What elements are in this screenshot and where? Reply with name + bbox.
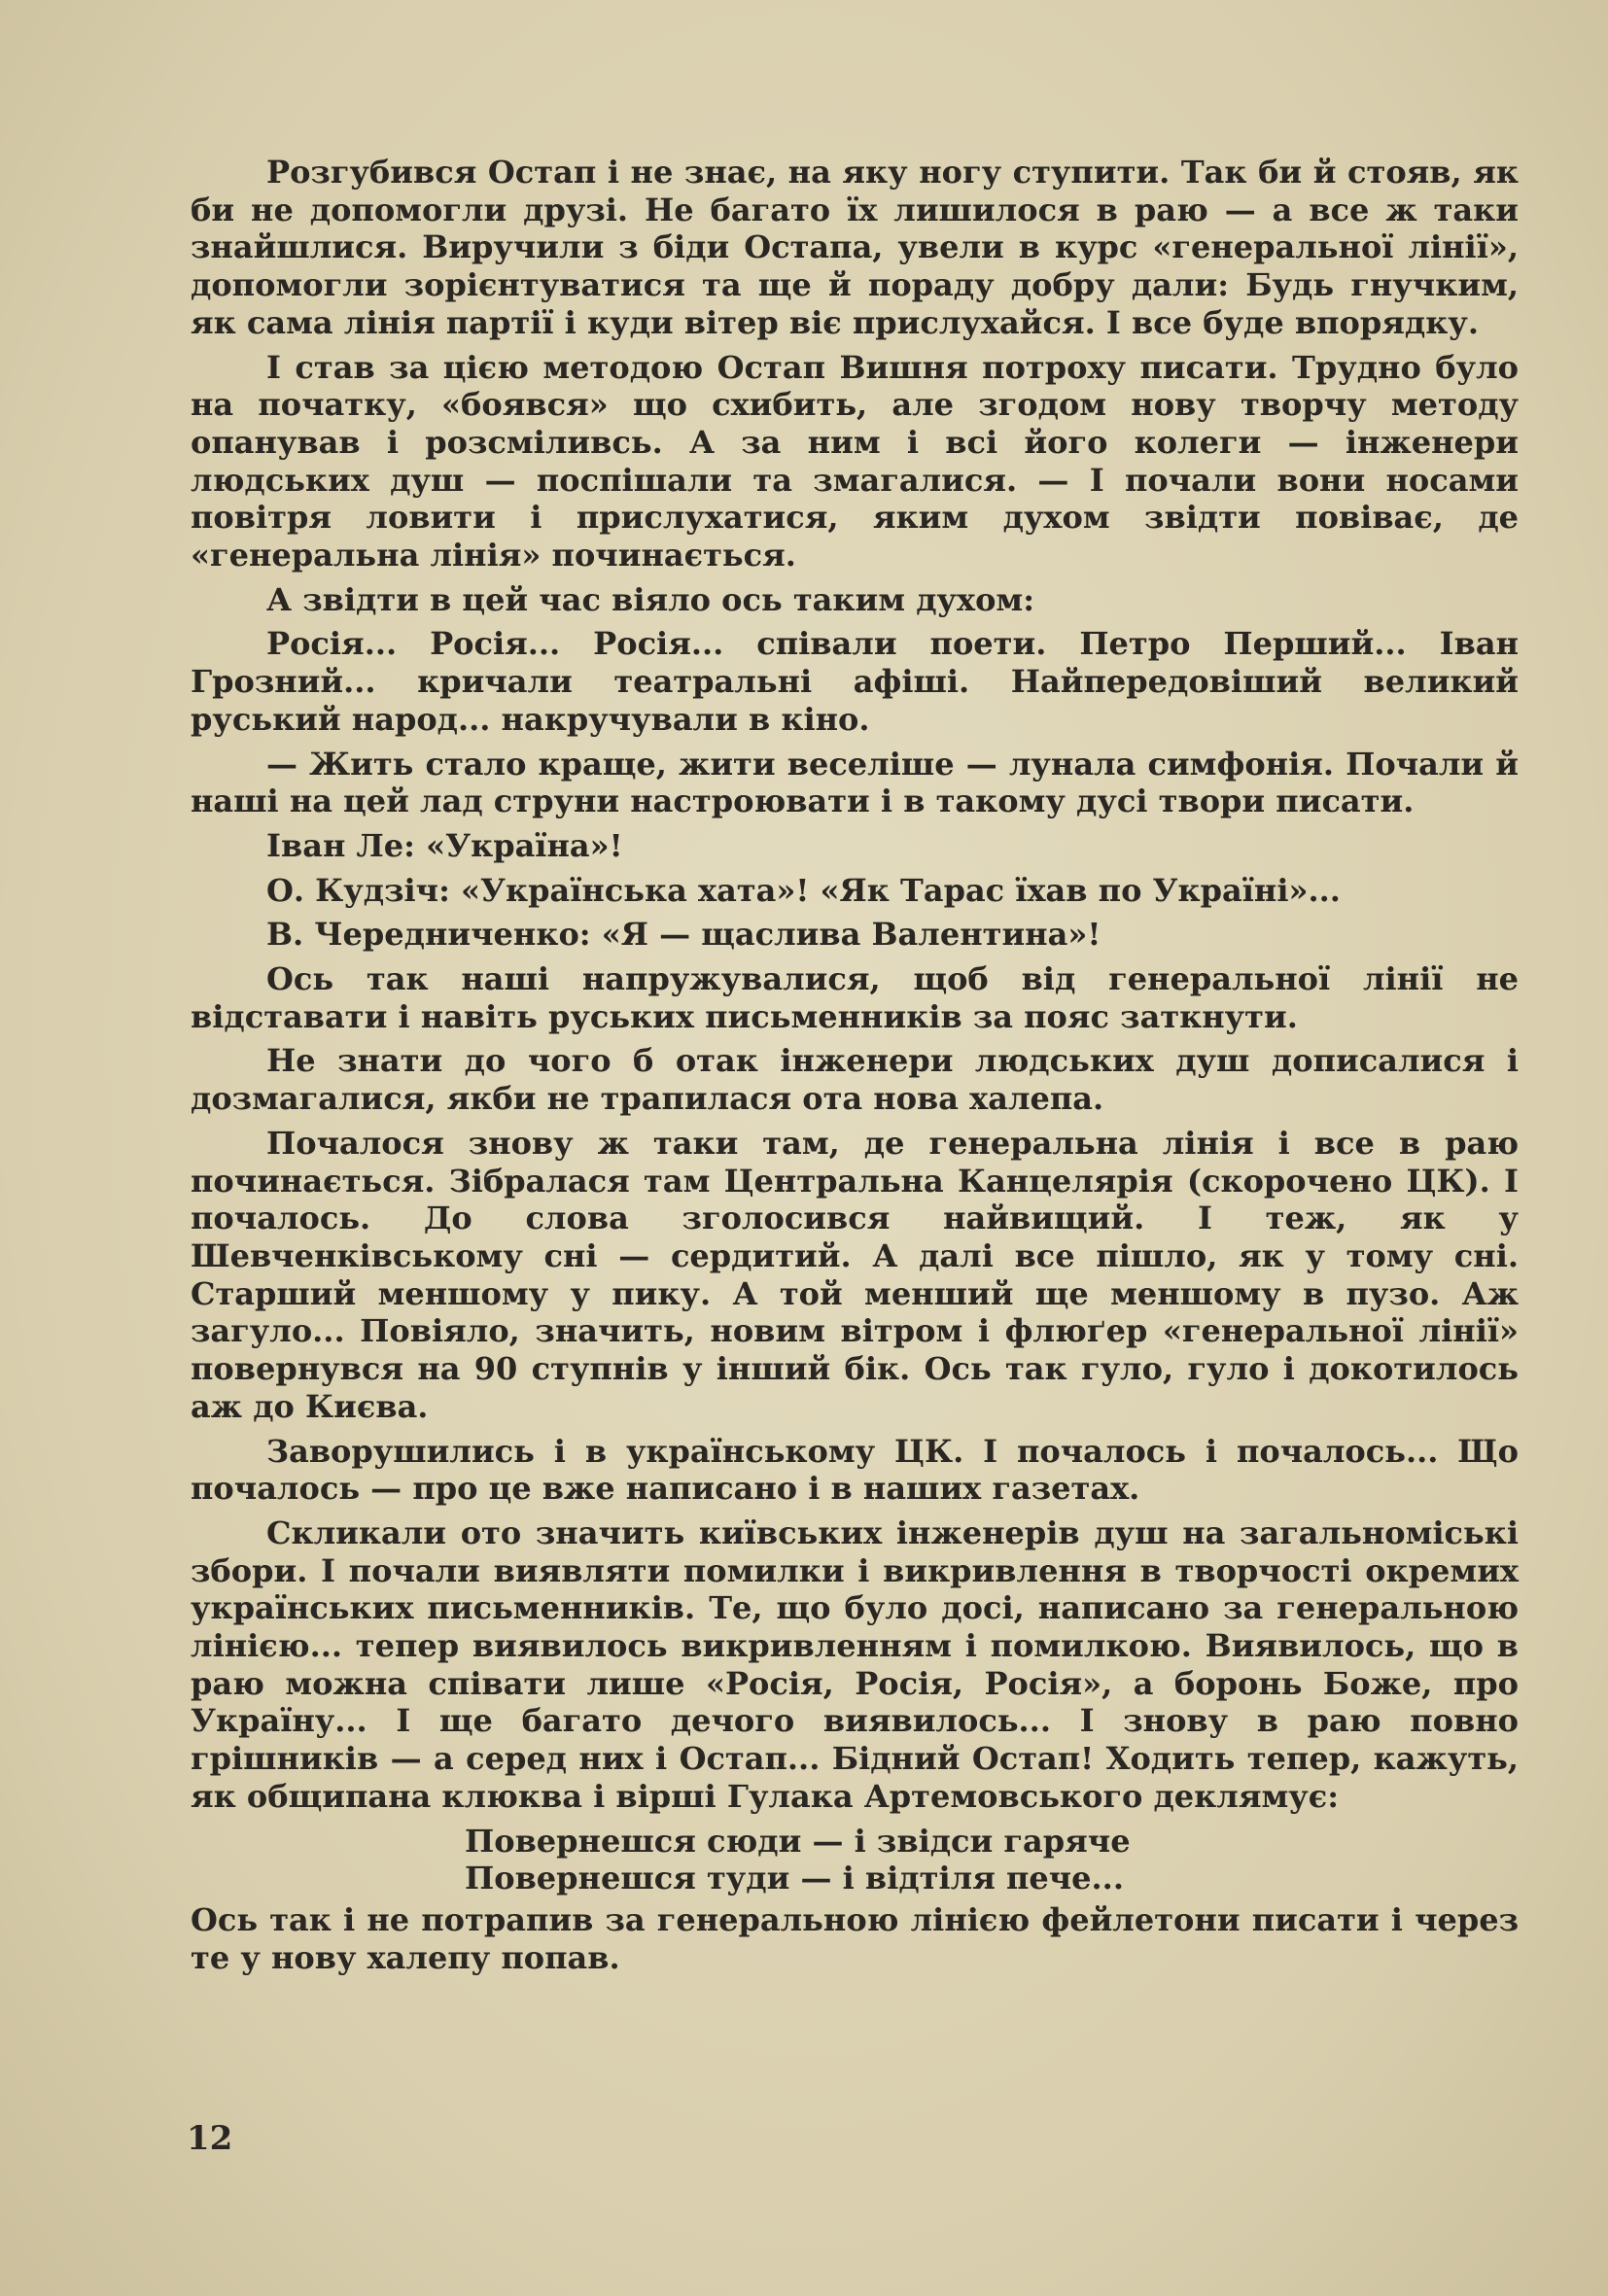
closing-paragraph: Ось так і не потрапив за генеральною лінією фейлетони писати і через те у нову халепу попав. xyxy=(191,1900,1519,1976)
paragraph-1: Розгубився Остап і не знає, на яку ногу ступити. Так би й стояв, як би не допомогли друзі. Не багато їх лишилося в раю — а все ж таки знайшлися. Виручили з біди Остапа, увели в курс «генеральної лінії», допомогли зорієнтуватися та ще й пораду добру дали: Будь гнучким, як сама лінія партії і куди вітер віє прислухайся. І все буде впорядку. xyxy=(191,154,1519,341)
paragraph-5: — Жить стало краще, жити веселіше — лунала симфонія. Почали й наші на цей лад струни настроювати і в такому дусі твори писати. xyxy=(191,745,1519,820)
paragraph-3: А звідти в цей час віяло ось таким духом: xyxy=(266,580,1035,618)
paragraph-13: Скликали ото значить київських інженерів душ на загальноміські збори. І почали виявляти помилки і викривлення в творчості окремих українських письменників. Те, що було досі, написано за генеральною лінією... тепер виявилось викривленням і помилкою. Виявилось, що в раю можна співати лише «Росія, Росія, Росія», а боронь Боже, про Україну... І ще багато дечого виявилось... І знову в раю повно грішників — а серед них і Остап... Бідний Остап! Ходить тепер, кажуть, як общипана клюква і вірші Гулака Артемовського деклямує: xyxy=(191,1513,1519,1815)
paragraph-11: Почалося знову ж таки там, де генеральна лінія і все в раю починається. Зібралася там Центральна Канцелярія (скорочено ЦК). І почалось. До слова зголосився найвищий. І теж, як у Шевченківському сні — сердитий. А далі все пішло, як у тому сні. Старший меншому у пику. А той менший ще меншому в пузо. Аж загуло... Повіяло, значить, новим вітром і флюґер «генеральної лінії» повернувся на 90 ступнів у інший бік. Ось так гуло, гуло і докотилось аж до Києва. xyxy=(191,1124,1519,1425)
paragraph-8: В. Чередниченко: «Я — щаслива Валентина»! xyxy=(266,916,1101,954)
paragraph-2: І став за цією методою Остап Вишня потроху писати. Трудно було на початку, «боявся» що схибить, але згодом нову творчу методу опанував і розсміливсь. А за ним і всі його колеги — інженери людських душ — поспішали та змагалися. — І почали вони носами повітря ловити і прислухатися, яким духом звідти повіває, де «генеральна лінія» починається. xyxy=(191,348,1519,574)
page-number: 12 xyxy=(187,2119,233,2158)
body-text xyxy=(191,154,1519,1983)
paragraph-10: Не знати до чого б отак інженери людських душ дописалися і дозмагалися, якби не трапилася ота нова халепа. xyxy=(191,1042,1519,1118)
paragraph-12: Заворушились і в українському ЦК. І почалось і почалось... Що почалось — про це вже написано і в наших газетах. xyxy=(191,1432,1519,1508)
paragraph-6: Іван Ле: «Україна»! xyxy=(266,826,623,864)
paragraph-7: О. Кудзіч: «Українська хата»! «Як Тарас їхав по Україні»... xyxy=(266,871,1341,909)
verse-line-1: Повернешся сюди — і звідси гаряче xyxy=(465,1822,1131,1860)
verse-quote xyxy=(191,1823,1519,1897)
verse-line-2: Повернешся туди — і відтіля пече... xyxy=(465,1860,1124,1897)
paragraph-4: Росія... Росія... Росія... співали поети. Петро Перший... Іван Грозний... кричали театральні афіші. Найпередовіший великий руський народ... накручували в кіно. xyxy=(191,625,1519,738)
paragraph-9: Ось так наші напружувалися, щоб від генеральної лінії не відставати і навіть руських письменників за пояс заткнути. xyxy=(191,960,1519,1035)
